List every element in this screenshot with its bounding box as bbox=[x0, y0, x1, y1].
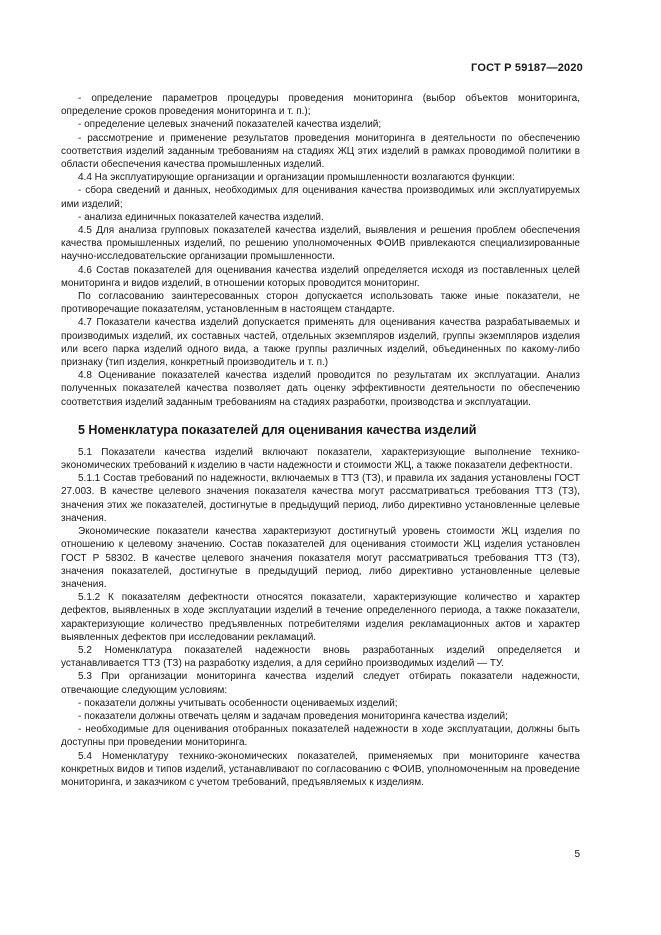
paragraph: - показатели должны учитывать особенности оцениваемых изделий; bbox=[78, 697, 398, 709]
paragraph: 5.4 Номенклатуру технико-экономических показателей, применяемых при мониторинге качества конкретных видов и типов изделий, устанавливают по согласованию с ФОИВ, уполномоченным на проведение мониторинга, и заказчиком с учетом требований, предъявляемых к изделиям. bbox=[61, 750, 580, 788]
paragraph: 4.6 Состав показателей для оценивания качества изделий определяется исходя из поставленных целей мониторинга и видов изделий, в отношении которых проводится мониторинг. bbox=[61, 264, 580, 289]
paragraph: 5.1 Показатели качества изделий включают показатели, характеризующие выполнение технико-экономических требований к изделию в части надежности и стоимости ЖЦ, а также показатели дефектности. bbox=[61, 446, 580, 472]
paragraph: 4.5 Для анализа групповых показателей качества изделий, выявления и решения проблем обеспечения качества промышленных изделий, по решению уполномоченных ФОИВ привлекаются специализированные научно-исследовательские организации промышленности. bbox=[61, 225, 580, 263]
paragraph: - необходимые для оценивания отобранных показателей надежности в ходе эксплуатации, должны быть доступны при проведении мониторинга. bbox=[61, 724, 580, 749]
document-number: ГОСТ Р 59187—2020 bbox=[471, 62, 583, 74]
paragraph: 5.1.2 К показателям дефектности относятся показатели, характеризующие количество и характер дефектов, выявленных в ходе эксплуатации изделий в течение определенного периода, а также показатели, характеризующие количество предъявленных потребителями изделия рекламационных актов и характер выявленных дефектов при исследовании рекламаций. bbox=[61, 592, 580, 643]
paragraph: - определение целевых значений показателей качества изделий; bbox=[78, 119, 382, 131]
paragraph: 4.7 Показатели качества изделий допускается применять для оценивания качества разрабатываемых и производимых изделий, их составных частей, отдельных экземпляров изделий, группы экземпляров изделия или всего парка изделий одного вида, а также группы различных изделий, объединенных по какому-либо признаку (тип изделия, конкретный производитель и т. п.) bbox=[61, 317, 580, 369]
paragraph: - анализа единичных показателей качества изделий. bbox=[78, 211, 324, 223]
page-number: 5 bbox=[574, 849, 580, 860]
paragraph: Экономические показатели качества характеризуют достигнутый уровень стоимости ЖЦ изделия по отношению к целевому значению. Состав показателей для оценивания стоимости ЖЦ изделия установлен ГОСТ Р 58302. В качестве целевого значения показателя могут рассматриваться требования ТТЗ (ТЗ), значения показателей, достигнутые в предыдущий период, либо директивно установленные целевые значения. bbox=[61, 526, 580, 590]
paragraph: - показатели должны отвечать целям и задачам проведения мониторинга качества изделий; bbox=[78, 710, 508, 722]
paragraph: 5.1.1 Состав требований по надежности, включаемых в ТТЗ (ТЗ), и правила их задания установлены ГОСТ 27.003. В качестве целевого значения показателя качества могут рассматриваться требования ТТЗ (ТЗ), значения этих же показателей, достигнутые в предыдущий период, либо директивно установленные целевые значения. bbox=[61, 473, 580, 524]
page-content bbox=[61, 92, 580, 789]
paragraph: - определение параметров процедуры проведения мониторинга (выбор объектов мониторинга, определение сроков проведения мониторинга и т. п.); bbox=[61, 93, 580, 118]
paragraph: 5.2 Номенклатура показателей надежности вновь разработанных изделий определяется и устанавливается ТТЗ (ТЗ) на разработку изделия, а для серийно производимых изделий — ТУ. bbox=[61, 644, 580, 670]
paragraph: - сбора сведений и данных, необходимых для оценивания качества производимых или эксплуатируемых ими изделий; bbox=[61, 185, 580, 210]
paragraph: 4.4 На эксплуатирующие организации и организации промышленности возлагаются функции: bbox=[78, 172, 515, 184]
paragraph: - рассмотрение и применение результатов проведения мониторинга в деятельности по обеспечению соответствия изделий заданным требованиям на стадиях ЖЦ этих изделий в рамках проводимой политики в области обеспечения качества промышленных изделий. bbox=[61, 132, 580, 171]
paragraph: 4.8 Оценивание показателей качества изделий проводится по результатам их эксплуатации. Анализ полученных показателей качества позволяет дать оценку эффективности деятельности по обеспечению соответствия изделий заданным требованиям на стадиях разработки, производства и эксплуатации. bbox=[61, 370, 580, 408]
section-heading: 5 Номенклатура показателей для оценивания качества изделий bbox=[78, 422, 477, 437]
paragraph: По согласованию заинтересованных сторон допускается использовать также иные показатели, не противоречащие показателям, установленным в настоящем стандарте. bbox=[61, 291, 580, 316]
paragraph: 5.3 При организации мониторинга качества изделий следует отбирать показатели надежности, отвечающие следующим условиям: bbox=[61, 671, 580, 696]
